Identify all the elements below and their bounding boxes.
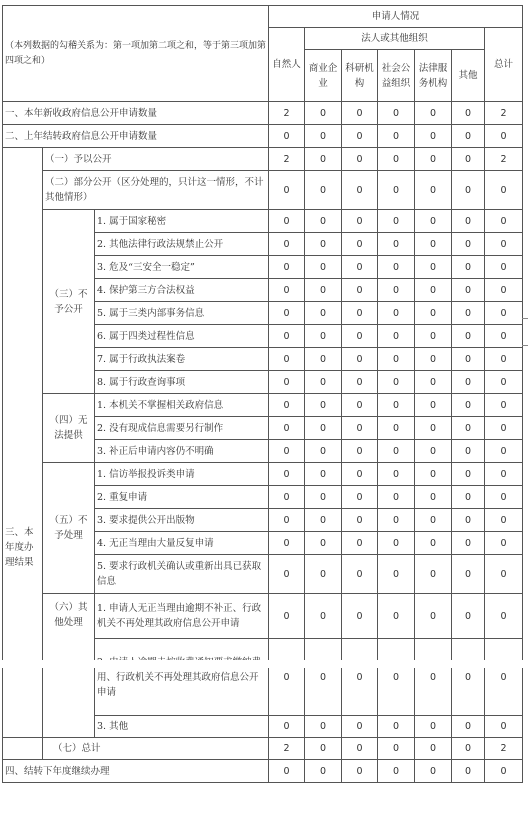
table-cell: 0 (305, 302, 342, 325)
table-cell: 0 (485, 125, 523, 148)
table-cell: 0 (269, 325, 305, 348)
table-cell: 2 (485, 102, 523, 125)
table-cell: 0 (269, 279, 305, 302)
table-cell: 0 (342, 760, 378, 783)
page-break (0, 660, 528, 668)
table-cell: 0 (269, 210, 305, 233)
table-cell: 0 (342, 639, 378, 716)
row-label: 3. 危及“三安全一稳定” (95, 256, 269, 279)
table-cell: 0 (452, 125, 485, 148)
table-cell: 0 (378, 210, 415, 233)
table-cell: 0 (378, 302, 415, 325)
legal-service-header: 法律服务机构 (415, 50, 452, 102)
table-cell: 0 (305, 716, 342, 738)
table-cell: 0 (342, 440, 378, 463)
row-label: （一）予以公开 (43, 148, 269, 171)
table-cell: 0 (305, 555, 342, 594)
table-cell: 0 (415, 639, 452, 716)
table-cell: 0 (378, 371, 415, 394)
table-cell: 0 (452, 302, 485, 325)
table-cell: 0 (415, 417, 452, 440)
table-cell: 0 (305, 394, 342, 417)
table-cell: 0 (415, 102, 452, 125)
row-label: 一、本年新收政府信息公开申请数量 (3, 102, 269, 125)
table-cell: 2 (269, 738, 305, 760)
table-cell: 0 (452, 171, 485, 210)
table-cell: 0 (269, 348, 305, 371)
table-cell: 0 (269, 639, 305, 716)
table-cell: 0 (452, 639, 485, 716)
table-cell: 0 (342, 102, 378, 125)
page-edge-mark (522, 318, 528, 319)
table-cell: 0 (378, 555, 415, 594)
table-cell: 0 (269, 302, 305, 325)
table-cell: 0 (415, 594, 452, 639)
table-cell: 0 (269, 394, 305, 417)
table-cell: 0 (305, 279, 342, 302)
table-cell: 0 (342, 125, 378, 148)
table-cell: 0 (415, 760, 452, 783)
table-cell: 0 (485, 594, 523, 639)
table-cell: 0 (378, 716, 415, 738)
table-cell: 0 (485, 256, 523, 279)
table-cell: 0 (378, 594, 415, 639)
table-cell: 0 (378, 760, 415, 783)
table-row (3, 148, 523, 171)
table-cell: 0 (269, 594, 305, 639)
table-cell: 0 (305, 594, 342, 639)
table-cell: 0 (269, 417, 305, 440)
table-cell: 0 (305, 256, 342, 279)
table-cell: 0 (452, 417, 485, 440)
table-cell: 0 (269, 256, 305, 279)
table-cell: 0 (342, 509, 378, 532)
row-label: 2. 重复申请 (95, 486, 269, 509)
row-label: （二）部分公开（区分处理的，只计这一情形，不计其他情形） (43, 171, 269, 210)
row-label: （七）总计 (43, 738, 269, 760)
table-cell: 0 (305, 125, 342, 148)
table-cell: 0 (452, 256, 485, 279)
table-cell: 0 (305, 509, 342, 532)
table-cell: 0 (269, 760, 305, 783)
table-cell: 2 (485, 738, 523, 760)
table-cell: 0 (415, 716, 452, 738)
row-label: 3. 要求提供公开出版物 (95, 509, 269, 532)
table-cell: 0 (452, 210, 485, 233)
table-cell: 0 (452, 348, 485, 371)
table-cell: 0 (269, 125, 305, 148)
group-not-processed: （五）不予处理 (43, 463, 95, 594)
table-cell: 0 (415, 210, 452, 233)
table-cell: 0 (452, 716, 485, 738)
table-cell: 0 (415, 348, 452, 371)
table-cell: 0 (305, 738, 342, 760)
table-cell: 0 (452, 102, 485, 125)
table-cell: 2 (269, 148, 305, 171)
row-label: 1. 属于国家秘密 (95, 210, 269, 233)
table-cell: 0 (342, 486, 378, 509)
table-cell: 0 (378, 417, 415, 440)
table-cell: 0 (269, 509, 305, 532)
table-cell: 0 (452, 738, 485, 760)
table-cell: 0 (269, 716, 305, 738)
table-cell: 0 (378, 148, 415, 171)
table-cell: 0 (485, 509, 523, 532)
group-not-public: （三）不予公开 (43, 210, 95, 394)
table-cell: 0 (305, 463, 342, 486)
table-cell: 0 (305, 102, 342, 125)
table-cell: 0 (305, 760, 342, 783)
row-label: 2. 其他法律行政法规禁止公开 (95, 233, 269, 256)
row-label: 6. 属于四类过程性信息 (95, 325, 269, 348)
row-label: 1. 本机关不掌握相关政府信息 (95, 394, 269, 417)
applicant-header: 申请人情况 (269, 6, 523, 28)
table-cell: 0 (485, 171, 523, 210)
table-cell: 0 (378, 463, 415, 486)
table-cell: 0 (378, 738, 415, 760)
table-cell: 0 (415, 325, 452, 348)
table-row (3, 463, 523, 486)
row-label: 3. 补正后申请内容仍不明确 (95, 440, 269, 463)
group-annual-result: 三、本年度办理结果 (3, 148, 43, 738)
natural-person-header: 自然人 (269, 28, 305, 102)
row-label: 4. 无正当理由大量反复申请 (95, 532, 269, 555)
table-cell: 0 (485, 302, 523, 325)
table-cell: 0 (485, 760, 523, 783)
table-cell: 0 (485, 371, 523, 394)
table-cell: 0 (415, 125, 452, 148)
table-cell: 0 (378, 325, 415, 348)
table-cell: 0 (378, 102, 415, 125)
table-cell: 0 (452, 394, 485, 417)
table-cell: 0 (305, 171, 342, 210)
table-cell: 0 (342, 302, 378, 325)
row-label: 4. 保护第三方合法权益 (95, 279, 269, 302)
table-cell: 0 (415, 555, 452, 594)
table-row (3, 394, 523, 417)
page-edge-mark (522, 345, 528, 346)
table-cell: 0 (378, 440, 415, 463)
table-cell: 0 (485, 233, 523, 256)
table-cell: 0 (342, 171, 378, 210)
table-cell: 0 (415, 233, 452, 256)
table-cell: 0 (415, 463, 452, 486)
table-cell: 0 (452, 509, 485, 532)
table-cell: 0 (378, 171, 415, 210)
table-cell: 0 (485, 440, 523, 463)
table-cell: 0 (305, 639, 342, 716)
table-cell: 0 (342, 233, 378, 256)
table-cell: 0 (378, 509, 415, 532)
table-cell: 0 (452, 325, 485, 348)
table-cell: 0 (415, 532, 452, 555)
table-cell: 0 (378, 394, 415, 417)
table-cell: 0 (378, 486, 415, 509)
table-cell: 0 (342, 463, 378, 486)
row-label: 1. 信访举报投诉类申请 (95, 463, 269, 486)
table-cell: 0 (378, 639, 415, 716)
table-cell: 0 (269, 532, 305, 555)
table-cell: 0 (269, 486, 305, 509)
row-label: 7. 属于行政执法案卷 (95, 348, 269, 371)
table-cell: 0 (452, 148, 485, 171)
table-cell: 0 (269, 371, 305, 394)
table-cell: 0 (485, 639, 523, 716)
table-cell: 0 (378, 348, 415, 371)
table-cell: 0 (305, 371, 342, 394)
table-cell: 2 (269, 102, 305, 125)
table-row (3, 738, 523, 760)
total-header: 总计 (485, 28, 523, 102)
table-cell: 0 (342, 371, 378, 394)
table-cell: 0 (415, 279, 452, 302)
table-cell: 0 (269, 440, 305, 463)
table-row (3, 125, 523, 148)
group-unable: （四）无法提供 (43, 394, 95, 463)
table-cell: 0 (415, 440, 452, 463)
table-cell: 0 (415, 394, 452, 417)
table-cell: 0 (415, 371, 452, 394)
table-cell: 0 (342, 594, 378, 639)
table-cell: 0 (305, 233, 342, 256)
table-cell: 0 (452, 440, 485, 463)
table-cell: 0 (305, 210, 342, 233)
table-cell: 0 (342, 348, 378, 371)
table-cell: 0 (452, 279, 485, 302)
row-label: 2. 没有现成信息需要另行制作 (95, 417, 269, 440)
table-cell: 0 (415, 486, 452, 509)
row-label: 5. 要求行政机关确认或重新出具已获取信息 (95, 555, 269, 594)
table-cell: 0 (452, 371, 485, 394)
social-header: 社会公益组织 (378, 50, 415, 102)
table-cell: 0 (378, 279, 415, 302)
table-cell: 0 (485, 279, 523, 302)
table-cell: 0 (342, 279, 378, 302)
table-cell: 0 (305, 440, 342, 463)
table-cell: 0 (415, 738, 452, 760)
table-cell: 0 (452, 463, 485, 486)
table-cell: 0 (485, 486, 523, 509)
table-cell: 0 (452, 233, 485, 256)
table-cell: 0 (269, 555, 305, 594)
table-cell: 0 (305, 325, 342, 348)
table-row (3, 760, 523, 783)
table-cell: 0 (415, 302, 452, 325)
table-cell: 0 (305, 148, 342, 171)
table-row (3, 210, 523, 233)
table-cell: 0 (305, 348, 342, 371)
table-cell: 0 (485, 325, 523, 348)
group-other-processing: （六）其他处理 (43, 594, 95, 738)
table-cell: 0 (305, 417, 342, 440)
table-cell: 0 (342, 716, 378, 738)
table-cell: 0 (342, 417, 378, 440)
table-cell: 0 (452, 532, 485, 555)
table-cell: 0 (485, 348, 523, 371)
table-cell: 0 (452, 555, 485, 594)
table-cell: 0 (269, 233, 305, 256)
table-cell: 0 (342, 555, 378, 594)
table-cell: 0 (485, 417, 523, 440)
table-cell: 0 (415, 256, 452, 279)
table-cell: 0 (485, 716, 523, 738)
table-cell: 0 (378, 532, 415, 555)
row-label: 四、结转下年度继续办理 (3, 760, 269, 783)
table-cell: 0 (378, 256, 415, 279)
table-cell: 0 (485, 532, 523, 555)
table-cell: 0 (485, 555, 523, 594)
table-row (3, 594, 523, 639)
table-cell: 0 (485, 210, 523, 233)
table-cell: 0 (378, 125, 415, 148)
commercial-header: 商业企业 (305, 50, 342, 102)
table-row (3, 102, 523, 125)
row-label: 用、行政机关不再处理其政府信息公开申请 (95, 639, 269, 716)
table-cell: 0 (305, 532, 342, 555)
table-cell: 0 (342, 738, 378, 760)
table-cell: 0 (342, 394, 378, 417)
table-cell: 0 (342, 148, 378, 171)
table-cell: 2 (485, 148, 523, 171)
row-label: 5. 属于三类内部事务信息 (95, 302, 269, 325)
table-cell: 0 (485, 394, 523, 417)
row-label: 3. 其他 (95, 716, 269, 738)
row-label: 二、上年结转政府信息公开申请数量 (3, 125, 269, 148)
table-cell: 0 (415, 171, 452, 210)
row-label: 8. 属于行政查询事项 (95, 371, 269, 394)
table-cell: 0 (269, 463, 305, 486)
table-cell: 0 (342, 210, 378, 233)
table-cell: 0 (485, 463, 523, 486)
research-header: 科研机构 (342, 50, 378, 102)
row-label: 1. 申请人无正当理由逾期不补正、行政机关不再处理其政府信息公开申请 (95, 594, 269, 639)
table-cell: 0 (269, 171, 305, 210)
table-cell: 0 (452, 594, 485, 639)
table-cell: 0 (415, 148, 452, 171)
table-cell: 0 (378, 233, 415, 256)
table-cell: 0 (342, 532, 378, 555)
table-cell: 0 (415, 509, 452, 532)
table-note: （本列数据的勾稽关系为：第一项加第二项之和，等于第三项加第四项之和） (3, 6, 269, 102)
table-cell: 0 (342, 256, 378, 279)
legal-entity-header: 法人或其他组织 (305, 28, 485, 50)
table-cell: 0 (452, 760, 485, 783)
table-cell: 0 (452, 486, 485, 509)
other-header: 其他 (452, 50, 485, 102)
table-cell: 0 (305, 486, 342, 509)
table-cell: 0 (342, 325, 378, 348)
table-row (3, 171, 523, 210)
